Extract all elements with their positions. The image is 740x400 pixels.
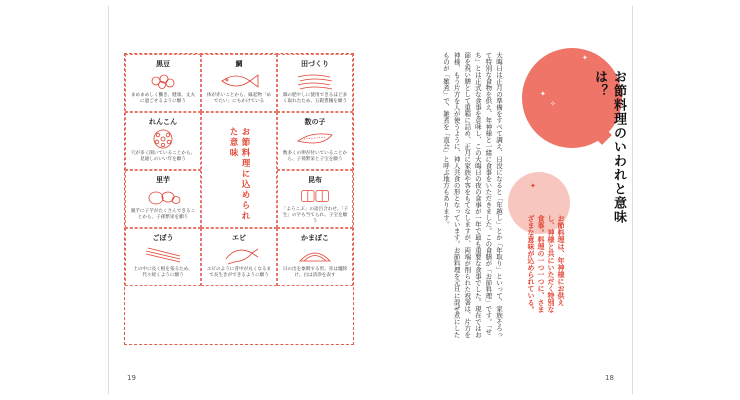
page-heading: お節料理のいわれと意味は？ — [592, 70, 626, 224]
item-name: かまぼこ — [301, 234, 329, 242]
sparkle-icon: ✦ — [582, 54, 588, 62]
item-desc: 日の出を象徴する形。赤は魔除け、白は清浄を表す — [282, 267, 348, 278]
grid-spacer — [125, 286, 353, 344]
center-title: お節料理に込められた意味 — [228, 127, 250, 222]
sea-bream-icon — [216, 71, 262, 91]
item-desc: 体が赤いことから、縁起物「めでたい」にもかけている — [206, 93, 272, 104]
herring-roe-icon — [292, 129, 338, 149]
subheading: お節料理は、年神様にお供えし、神様と共にいただく特別な食事。料理の一つ一つに、さまざまな意味が込められている。 — [527, 215, 565, 313]
sparkle-icon: ✦ — [530, 182, 536, 190]
item-satoimo — [125, 170, 201, 228]
item-tazukuri — [277, 54, 353, 112]
small-fish-icon — [292, 71, 338, 91]
item-kamaboko — [277, 228, 353, 286]
item-renkon — [125, 112, 201, 170]
item-name: ごぼう — [152, 234, 174, 242]
item-desc: 穴が多く開いていることから、見通しのいい年を願う — [130, 151, 196, 162]
kelp-roll-icon — [292, 187, 338, 205]
osechi-grid — [124, 53, 354, 345]
item-konbu — [277, 170, 353, 228]
sparkle-icon: ✧ — [550, 100, 556, 108]
shrimp-icon — [216, 245, 262, 265]
item-name: 里芋 — [156, 176, 170, 184]
item-tai — [201, 54, 277, 112]
item-desc: 親芋に子芋がたくさんできることから、子孫繁栄を願う — [130, 209, 196, 220]
item-name: れんこん — [149, 118, 177, 126]
item-name: 昆布 — [308, 176, 322, 184]
lotus-root-icon — [140, 129, 186, 149]
item-desc: エビのように背中が丸くなるまで長生きができるように願う — [206, 267, 272, 278]
black-beans-icon — [140, 71, 186, 91]
body-text: 大晦日は正月の準備をすべて調え、日没になると「年越し」とか「年取り」といって、家族そろって特別な食物を供え、年神様と一緒に食事をいただきました。この食膳が「お節料理」です。「せち」とは正式な食事を意味し、この大晦日の夜の食事が一年で最も重要な食事でした。現在ではお節を祝い膳として重箱に詰め、正月に家族や客をもてなしますが、両端が削られた祝箸は、片方を神様、もう片方を人が使うように、神人共食の形となっています。お節料理を元旦に混ぜ煮にしたものが「雑煮」で、雑煮を「直会」と呼ぶ地方もあります。 — [442, 52, 503, 338]
item-name: 鯛 — [235, 60, 243, 68]
item-name: 田づくり — [301, 60, 329, 68]
item-ebi — [201, 228, 277, 286]
item-name: エビ — [232, 234, 246, 242]
item-desc: 土の中に長く根を張るため、代々続くように願う — [133, 267, 193, 278]
fishcake-icon — [292, 245, 338, 265]
item-desc: まめまめしく働き、健康、丈夫に過ごせるように願う — [130, 93, 196, 104]
taro-icon — [140, 187, 186, 207]
item-gobou — [125, 228, 201, 286]
item-name: 数の子 — [304, 118, 326, 126]
item-kuromame — [125, 54, 201, 112]
item-desc: 「よろこぶ」の語呂合わせ。「子生」の字も当てられ、子宝を願う — [281, 207, 349, 224]
page-number: 19 — [127, 374, 136, 382]
page-number: 18 — [605, 374, 614, 382]
sparkle-icon: ✦ — [540, 90, 546, 98]
left-page — [108, 6, 371, 394]
item-name: 黒豆 — [156, 60, 170, 68]
item-desc: 畑の肥やしに使用できるほど多く取れたため、五穀豊穣を願う — [282, 93, 348, 104]
burdock-icon — [140, 245, 186, 265]
item-desc: 数多くの卵が付いていることから、子孫繁栄と子宝を願う — [282, 151, 348, 162]
item-kazunoko — [277, 112, 353, 170]
center-title-cell — [201, 112, 277, 228]
